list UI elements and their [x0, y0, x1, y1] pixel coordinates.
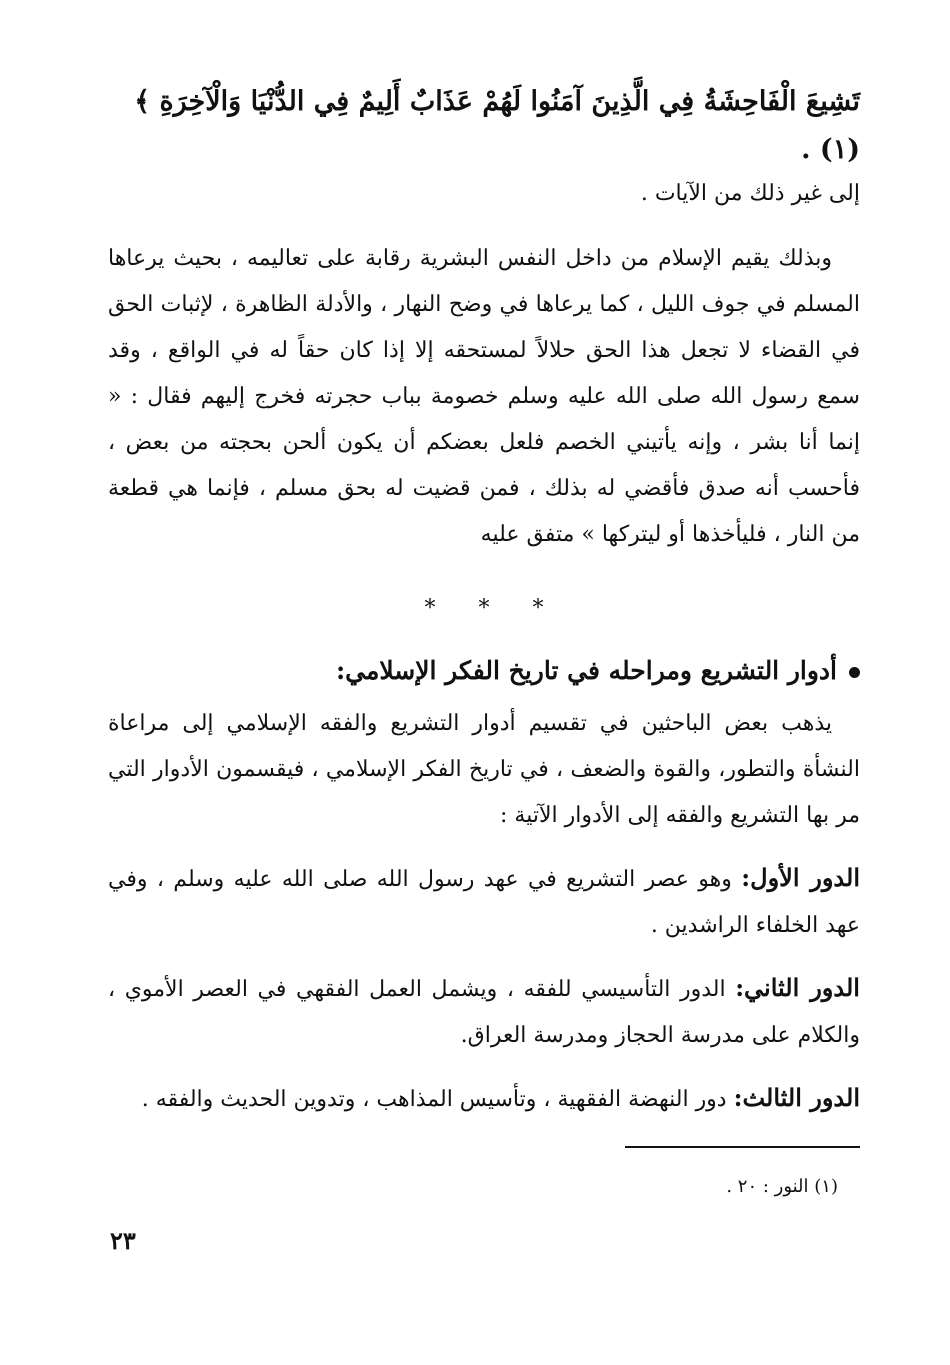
footnote-divider	[625, 1146, 860, 1148]
period-term: الدور الثالث:	[733, 1083, 860, 1112]
footnote: (١) النور : ٢٠ .	[726, 1176, 838, 1197]
period-second	[108, 965, 860, 1059]
paragraph-oversight: وبذلك يقيم الإسلام من داخل النفس البشرية رقابة على تعاليمه ، بحيث يرعاها المسلم في جوف الليل ، كما يرعاها في وضح النهار ، والأدلة الظاهرة ، لإثبات الحق في القضاء لا تجعل هذا الحق حلالاً لمستحقه إلا إذا كان حقاً له في الواقع ، وقد سمع رسول الله صلى الله عليه وسلم خصومة بباب حجرته فخرج إليهم فقال : « إنما أنا بشر ، وإنه يأتيني الخصم فلعل بعضكم أن يكون ألحن بحجته من بعض ، فأحسب أنه صدق فأقضي له بذلك ، فمن قضيت له بحق مسلم ، فإنما هي قطعة من النار ، فليأخذها أو ليتركها » متفق عليه	[108, 246, 860, 547]
verse-continuation: إلى غير ذلك من الآيات .	[640, 181, 860, 206]
section-intro: يذهب بعض الباحثين في تقسيم أدوار التشريع والفقه الإسلامي إلى مراعاة النشأة والتطور، والقوة والضعف ، في تاريخ الفكر الإسلامي ، فيقسمون الأدوار التي مر بها التشريع والفقه إلى الأدوار الآتية :	[108, 711, 860, 828]
quran-verse: تَشِيعَ الْفَاحِشَةُ فِي الَّذِينَ آمَنُوا لَهُمْ عَذَابٌ أَلِيمٌ فِي الدُّنْيَا وَالْآخِرَةِ ﴾ (١) .	[134, 86, 860, 165]
separator-star: *	[424, 596, 436, 621]
period-first	[108, 855, 860, 949]
book-page	[108, 78, 860, 1318]
period-third	[108, 1075, 860, 1123]
period-term: الدور الأول:	[741, 863, 861, 892]
separator-star: *	[478, 596, 490, 621]
period-text: وهو عصر التشريع في عهد رسول الله صلى الله عليه وسلم ، وفي عهد الخلفاء الراشدين .	[108, 867, 860, 938]
period-text: الدور التأسيسي للفقه ، ويشمل العمل الفقهي في العصر الأموي ، والكلام على مدرسة الحجاز ومدرسة العراق.	[108, 977, 860, 1048]
period-term: الدور الثاني:	[735, 973, 860, 1002]
section-heading	[108, 651, 860, 691]
period-text: دور النهضة الفقهية ، وتأسيس المذاهب ، وتدوين الحديث والفقه .	[141, 1087, 727, 1112]
bullet-icon	[849, 667, 860, 678]
separator-star: *	[532, 596, 544, 621]
section-heading-text: أدوار التشريع ومراحله في تاريخ الفكر الإسلامي:	[335, 656, 837, 685]
page-number: ٢٣	[110, 1226, 136, 1255]
section-separator	[108, 596, 860, 621]
